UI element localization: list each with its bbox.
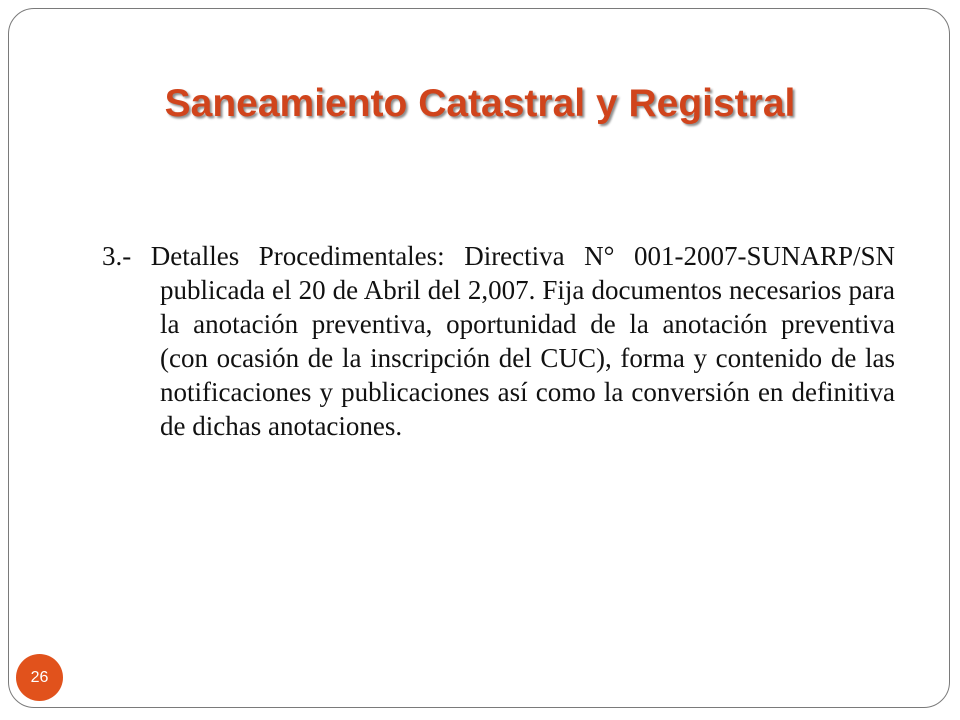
slide-body-text: 3.- Detalles Procedimentales: Directiva N° 001-2007-SUNARP/SN publicada el 20 de Abril del 2,007. Fija documentos necesarios para la anotación preventiva, oportunidad de la anotación preventiva (con ocasión de la inscripción del CUC), forma y contenido de las notificaciones y publicaciones así como la conversión en definitiva de dichas anotaciones. <box>102 241 895 441</box>
page-number-badge <box>16 654 63 701</box>
page-number: 26 <box>30 668 49 686</box>
slide-title: Saneamiento Catastral y Registral <box>164 82 796 125</box>
